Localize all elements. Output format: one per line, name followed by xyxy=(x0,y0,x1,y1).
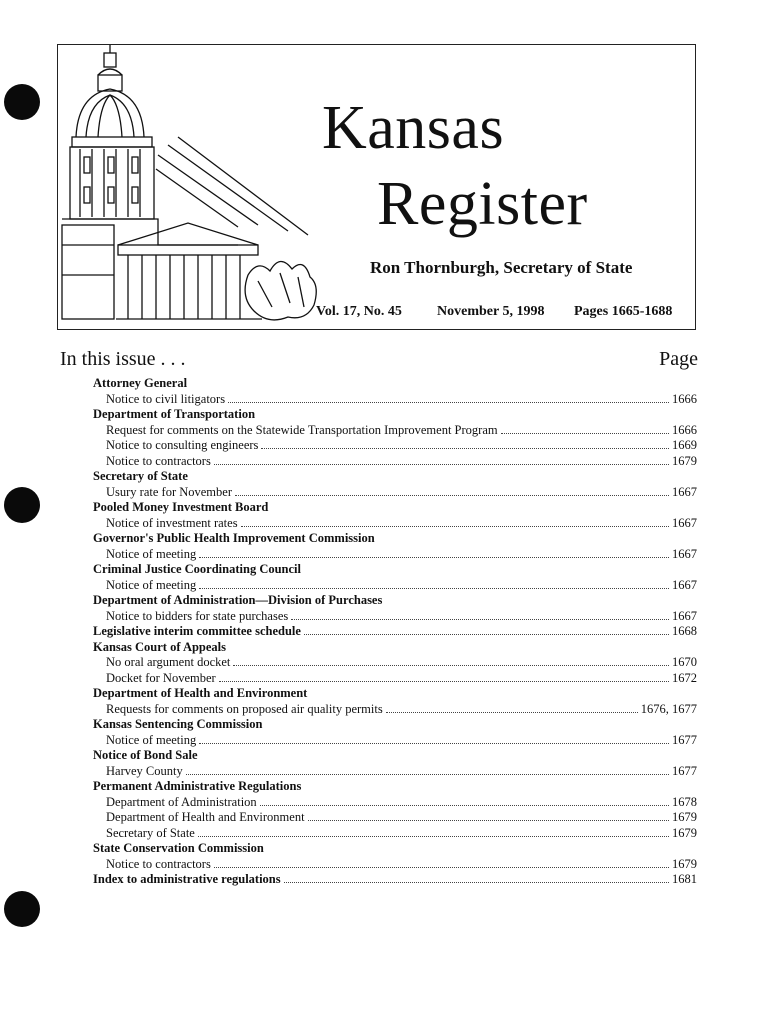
toc-entry xyxy=(93,392,697,408)
toc-entry-page: 1667 xyxy=(672,484,697,499)
dot-leader xyxy=(214,464,669,465)
toc-entry xyxy=(93,733,697,749)
toc-entry-label: Index to administrative regulations xyxy=(93,872,281,886)
toc-entry-page: 1667 xyxy=(672,515,697,530)
toc-entry xyxy=(93,810,697,826)
toc-section-title: Kansas Sentencing Commission xyxy=(93,717,263,731)
toc-entry xyxy=(93,609,697,625)
dot-leader xyxy=(198,836,669,837)
toc-entry-page: 1668 xyxy=(672,624,697,638)
toc-section-title: Department of Health and Environment xyxy=(93,686,308,700)
capitol-dome-illustration xyxy=(58,45,328,329)
toc-section-title: Secretary of State xyxy=(93,469,188,483)
toc-entry-label: Legislative interim committee schedule xyxy=(93,624,301,638)
toc-entry xyxy=(93,826,697,842)
toc-section-title: Kansas Court of Appeals xyxy=(93,639,227,654)
toc-entry xyxy=(93,872,697,888)
dot-leader xyxy=(199,743,669,744)
toc-entry xyxy=(93,702,697,718)
toc-entry-page: 1676, 1677 xyxy=(640,701,697,716)
punch-hole-top xyxy=(4,84,40,120)
toc-entry-page: 1667 xyxy=(672,608,697,623)
toc-entry xyxy=(93,547,697,563)
toc-entry-label: Notice to contractors xyxy=(106,856,211,871)
toc-entry-label: Notice of meeting xyxy=(106,546,197,561)
toc-entry-label: Notice to contractors xyxy=(106,453,211,468)
dot-leader xyxy=(261,448,669,449)
toc-entry-page: 1677 xyxy=(672,763,697,778)
toc-section-title: Criminal Justice Coordinating Council xyxy=(93,562,301,576)
toc-section-title: Notice of Bond Sale xyxy=(93,748,198,762)
secretary-of-state-line: Ron Thornburgh, Secretary of State xyxy=(370,258,633,277)
toc-section-title: Permanent Administrative Regulations xyxy=(93,779,302,793)
toc-heading: In this issue . . . xyxy=(60,348,186,370)
toc-entry-page: 1666 xyxy=(672,422,697,437)
toc-section-title: Department of Administration—Division of Purchases xyxy=(93,593,383,607)
dot-leader xyxy=(214,867,669,868)
toc-entry xyxy=(93,516,697,532)
toc-entry xyxy=(93,438,697,454)
toc-section-title: Department of Transportation xyxy=(93,407,256,421)
toc-entry xyxy=(93,795,697,811)
toc-entry-page: 1677 xyxy=(672,732,697,747)
toc-entry-label: Notice of investment rates xyxy=(106,515,238,530)
toc-entry-page: 1679 xyxy=(672,856,697,871)
dot-leader xyxy=(291,619,669,620)
toc-section-title: Attorney General xyxy=(93,376,188,390)
dot-leader xyxy=(219,681,669,682)
toc-entry-label: Usury rate for November xyxy=(106,484,232,499)
dot-leader xyxy=(228,402,669,403)
volume-number: Vol. 17, No. 45 xyxy=(316,304,402,319)
toc-entry-page: 1672 xyxy=(672,670,697,685)
toc-entry-label: No oral argument docket xyxy=(106,655,231,669)
punch-hole-middle xyxy=(4,487,40,523)
toc-entry-label: Notice to civil litigators xyxy=(106,391,226,406)
toc-entry-page: 1666 xyxy=(672,391,697,406)
toc-entry-page: 1667 xyxy=(672,546,697,561)
dot-leader xyxy=(233,665,669,666)
toc-entry-label: Department of Administration xyxy=(106,794,257,809)
table-of-contents xyxy=(93,376,697,888)
dot-leader xyxy=(501,433,669,434)
toc-entry-page: 1679 xyxy=(672,453,697,468)
toc-entry-page: 1679 xyxy=(672,825,697,840)
dot-leader xyxy=(235,495,669,496)
dot-leader xyxy=(199,557,669,558)
toc-entry-label: Notice to consulting engineers xyxy=(106,438,259,452)
toc-entry-page: 1667 xyxy=(672,577,697,592)
toc-header xyxy=(60,348,698,372)
toc-entry-label: Docket for November xyxy=(106,670,216,685)
toc-section-title: Pooled Money Investment Board xyxy=(93,500,269,514)
toc-entry xyxy=(93,764,697,780)
toc-entry xyxy=(93,485,697,501)
punch-hole-bottom xyxy=(4,891,40,927)
toc-section-title: Governor's Public Health Improvement Commission xyxy=(93,531,375,545)
dot-leader xyxy=(186,774,669,775)
toc-entry-label: Notice of meeting xyxy=(106,577,197,592)
toc-entry-page: 1681 xyxy=(672,872,697,886)
masthead-title-line1: Kansas xyxy=(322,94,505,162)
toc-entry xyxy=(93,655,697,671)
toc-entry-label: Secretary of State xyxy=(106,825,195,840)
toc-entry xyxy=(93,578,697,594)
masthead-title-line2: Register xyxy=(377,170,588,238)
dot-leader xyxy=(260,805,669,806)
dot-leader xyxy=(304,634,669,635)
dot-leader xyxy=(199,588,669,589)
masthead xyxy=(57,44,696,330)
dot-leader xyxy=(386,712,638,713)
toc-entry-page: 1669 xyxy=(672,438,697,452)
toc-entry xyxy=(93,624,697,640)
toc-section-title: State Conservation Commission xyxy=(93,841,264,855)
toc-entry xyxy=(93,454,697,470)
toc-entry-label: Notice to bidders for state purchases xyxy=(106,608,289,623)
toc-entry-label: Notice of meeting xyxy=(106,732,197,747)
toc-entry-label: Harvey County xyxy=(106,763,183,778)
toc-entry xyxy=(93,671,697,687)
toc-entry-page: 1679 xyxy=(672,810,697,824)
toc-entry xyxy=(93,423,697,439)
dot-leader xyxy=(308,820,669,821)
issue-date: November 5, 1998 xyxy=(437,304,545,319)
toc-entry-page: 1670 xyxy=(672,655,697,669)
toc-entry-label: Requests for comments on proposed air quality permits xyxy=(106,701,383,716)
toc-entry-page: 1678 xyxy=(672,794,697,809)
dot-leader xyxy=(241,526,669,527)
toc-page-heading: Page xyxy=(659,348,698,370)
page-range: Pages 1665-1688 xyxy=(574,304,673,319)
toc-entry xyxy=(93,857,697,873)
dot-leader xyxy=(284,882,669,883)
toc-entry-label: Department of Health and Environment xyxy=(106,810,305,824)
toc-entry-label: Request for comments on the Statewide Transportation Improvement Program xyxy=(106,422,498,437)
